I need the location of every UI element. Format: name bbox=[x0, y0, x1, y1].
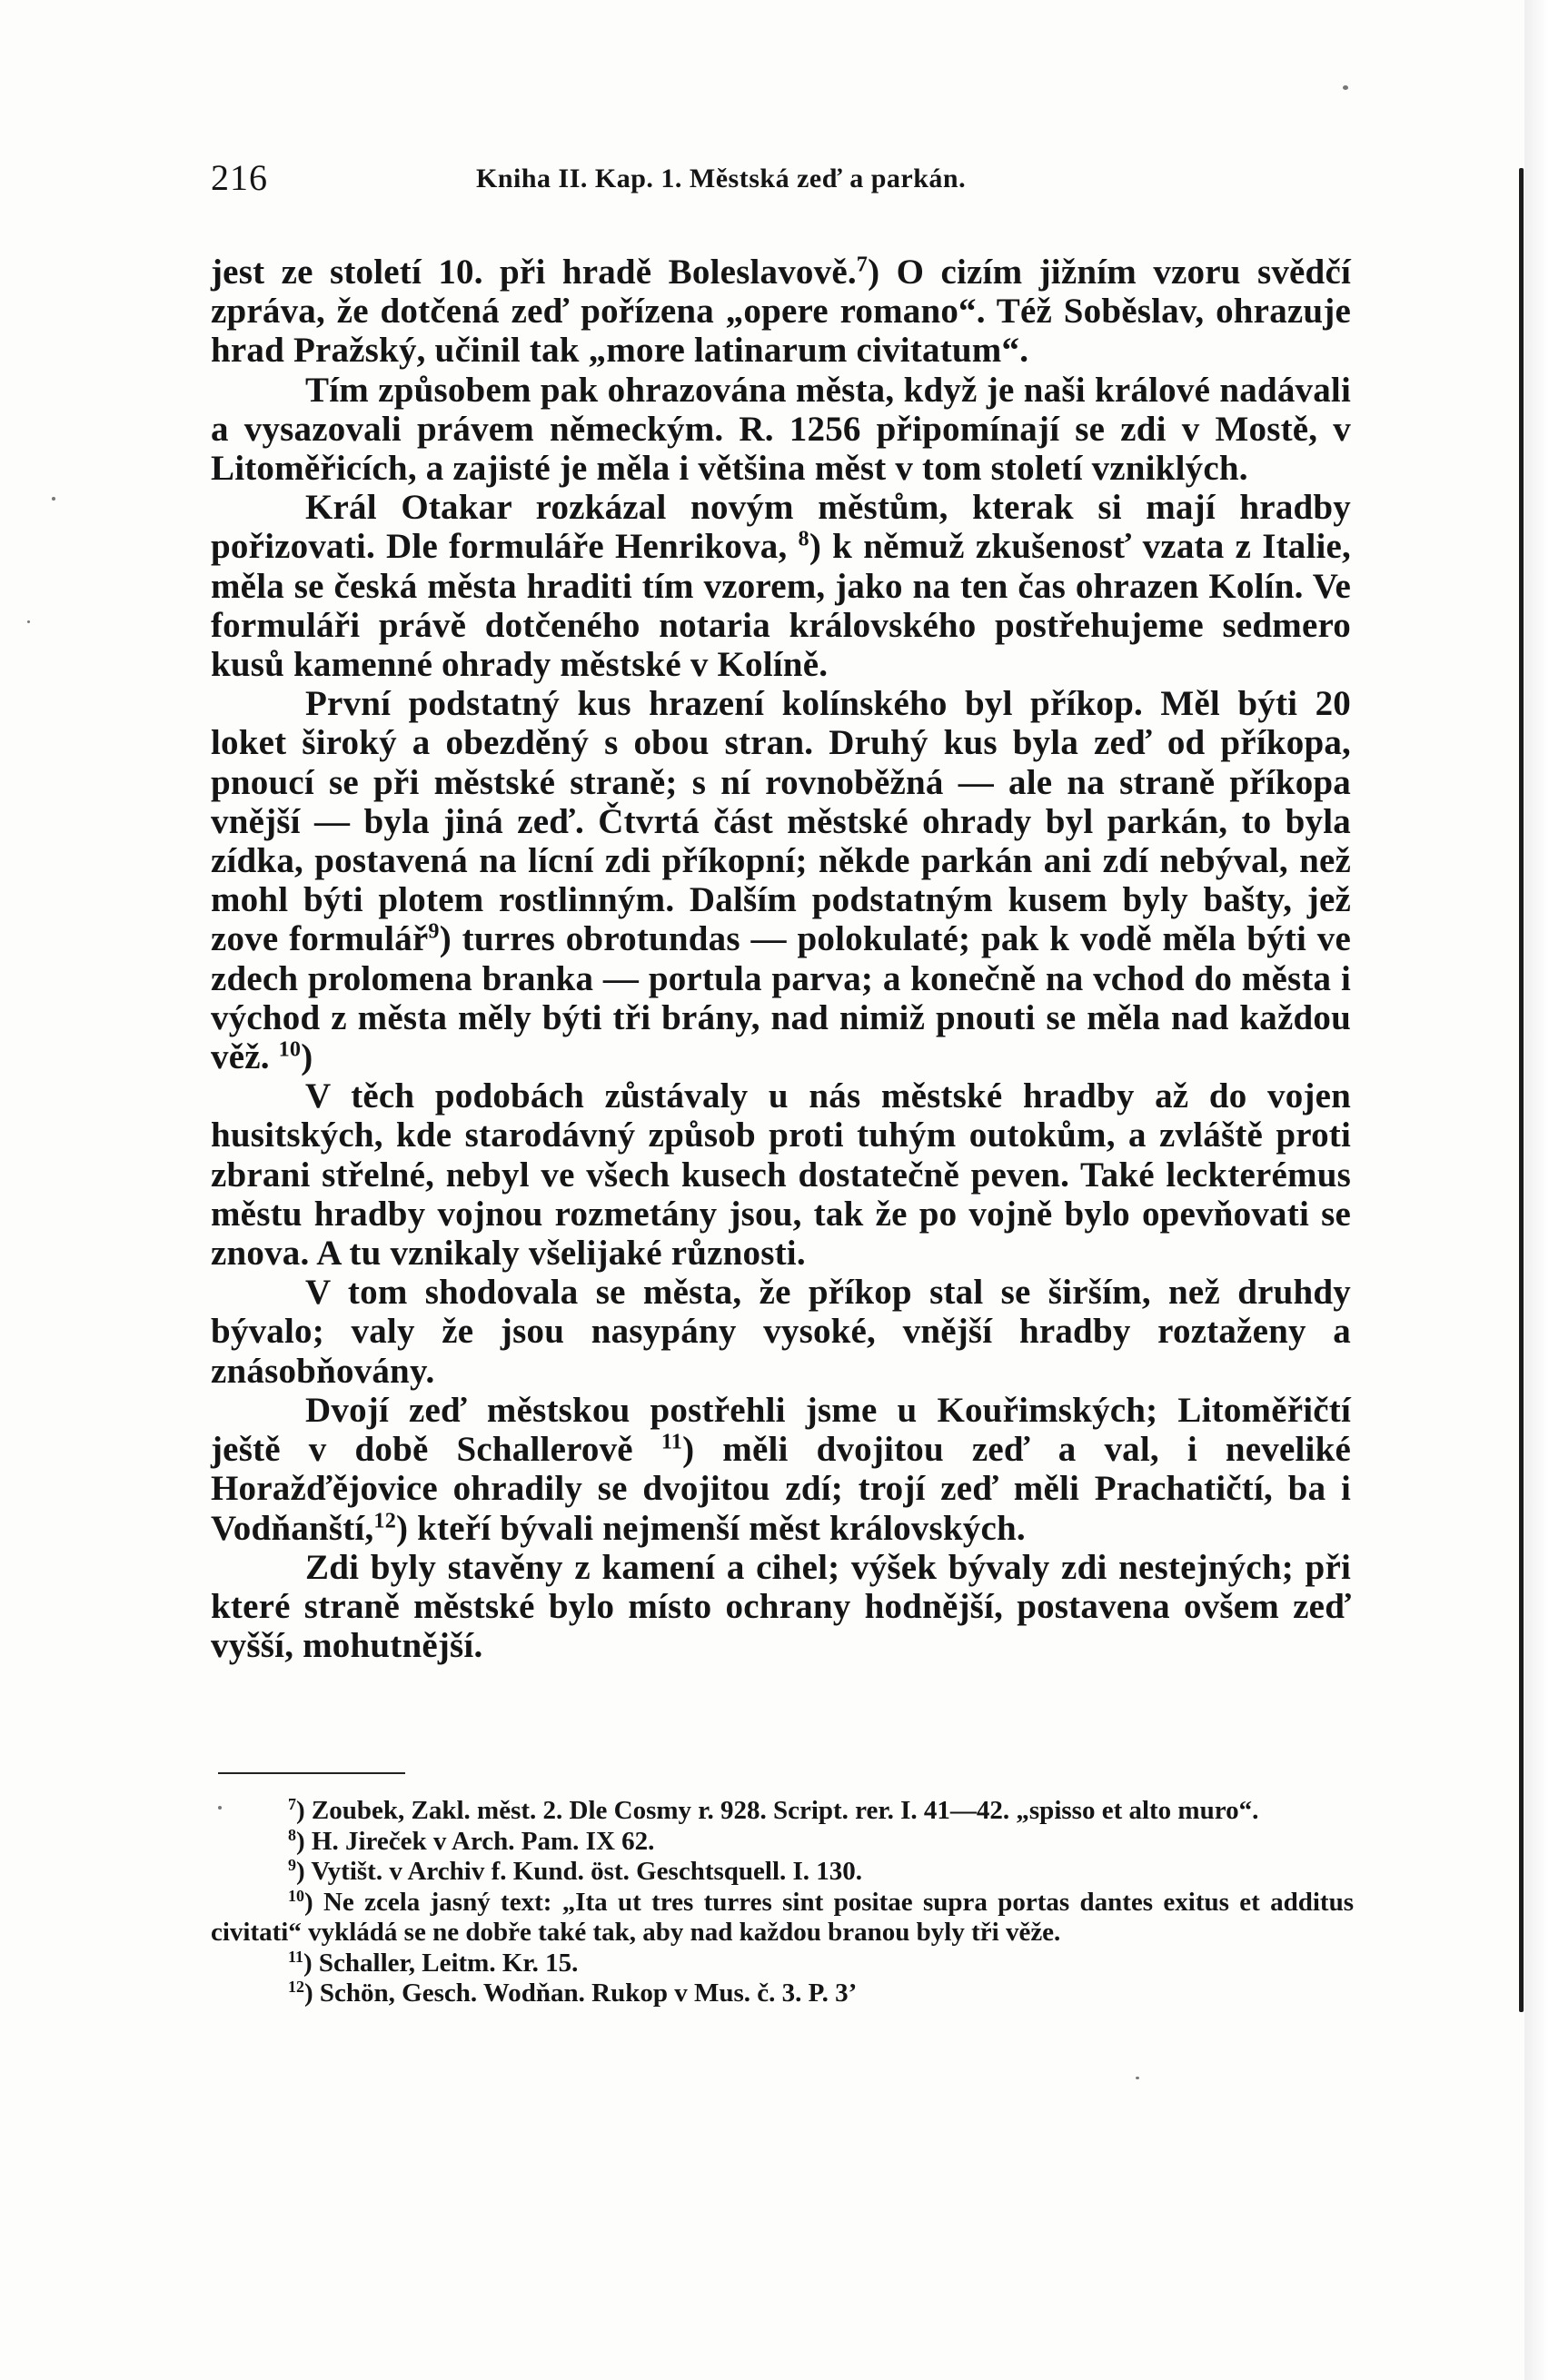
text-run: Dvojí zeď městskou postřehli jsme u Kouřimských; Litoměřičtí ještě v době Schallerově bbox=[211, 1390, 1351, 1470]
footnote-paren: ) bbox=[295, 1826, 305, 1856]
footnote-marker: 11 bbox=[288, 1947, 303, 1966]
footnote-paren: ) bbox=[303, 1978, 313, 2008]
scan-speck bbox=[1343, 85, 1348, 90]
text-run: Tím způsobem pak ohrazována města, když je naši králové nadávali a vysazovali právem německým. R. 1256 připomínají se zdi v Mostě, v Litoměřicích, a zajisté je měla i většina měst v tom století vzniklých. bbox=[211, 370, 1351, 489]
footnote-marker: 7 bbox=[288, 1795, 296, 1814]
footnote-text: Ne zcela jasný text: „Ita ut tres turres sint positae supra portas dantes exitus et additus civitati“ vykládá se ne dobře také tak, aby nad každou branou byly tři věže. bbox=[211, 1887, 1354, 1947]
paragraph bbox=[211, 371, 1351, 489]
paragraph bbox=[211, 488, 1351, 684]
page-header bbox=[211, 156, 1492, 202]
footnote-reference: 8 bbox=[798, 527, 809, 552]
running-head: Kniha II. Kap. 1. Městská zeď a parkán. bbox=[476, 164, 967, 193]
footnote-marker: 9 bbox=[288, 1856, 296, 1875]
footnote-text: Vytišt. v Archiv f. Kund. öst. Geschtsquell. I. 130. bbox=[304, 1857, 863, 1886]
binding-shadow bbox=[1524, 0, 1549, 2380]
text-run: ) O cizím jižním vzoru svědčí zpráva, že dotčená zeď pořízena „opere romano“. Též Soběslav, ohrazuje hrad Pražský, učinil tak „more latinarum civitatum“. bbox=[211, 253, 1351, 371]
footnote bbox=[211, 1857, 1354, 1888]
paragraph bbox=[211, 1548, 1351, 1666]
footnote-paren: ) bbox=[295, 1857, 305, 1886]
scan-speck bbox=[1136, 2077, 1139, 2079]
paragraph bbox=[211, 1391, 1351, 1548]
footnote-paren: ) bbox=[303, 1887, 313, 1917]
binding-edge-line bbox=[1519, 168, 1524, 2012]
footnote-marker: 8 bbox=[288, 1825, 296, 1844]
paragraph bbox=[211, 684, 1351, 1076]
body-text bbox=[211, 253, 1351, 1665]
text-run: ) bbox=[301, 1037, 313, 1077]
footnote-reference: 7 bbox=[856, 252, 869, 277]
footnote-divider bbox=[218, 1772, 405, 1774]
footnote bbox=[211, 1949, 1354, 1979]
text-run: V tom shodovala se města, že příkop stal se širším, než druhdy bývalo; valy že jsou nasypány vysoké, vnější hradby roztaženy a znásobňovány. bbox=[211, 1273, 1351, 1391]
footnote-reference: 11 bbox=[660, 1429, 683, 1454]
text-run: jest ze století 10. při hradě Boleslavově. bbox=[211, 253, 857, 292]
footnote bbox=[211, 1888, 1354, 1949]
paragraph bbox=[211, 1076, 1351, 1273]
scan-speck bbox=[52, 497, 55, 501]
footnote-paren: ) bbox=[303, 1948, 313, 1978]
scan-speck bbox=[218, 1806, 222, 1810]
text-run: První podstatný kus hrazení kolínského byl příkop. Měl býti 20 loket široký a obezděný s obou stran. Druhý kus byla zeď od příkopa, pnoucí se při městské straně; s ní rovnoběžná — ale na straně příkopa vnější — byla jiná zeď. Čtvrtá část městské ohrady byl parkán, to byla zídka, postavená na lícní zdi příkopní; někde parkán ani zdí nebýval, než mohl býti plotem rostlinným. Dalším podstatným kusem byly bašty, jež zove formulář bbox=[211, 684, 1351, 959]
footnotes bbox=[211, 1796, 1354, 2009]
footnote-text: Schaller, Leitm. Kr. 15. bbox=[312, 1948, 579, 1978]
footnote-text: Schön, Gesch. Wodňan. Rukop v Mus. č. 3. P. 3’ bbox=[313, 1978, 858, 2008]
footnote bbox=[211, 1796, 1354, 1827]
footnote bbox=[211, 1978, 1354, 2009]
footnote-marker: 10 bbox=[288, 1886, 304, 1905]
text-run: ) kteří bývali nejmenší měst královských. bbox=[395, 1508, 1026, 1548]
footnote-reference: 10 bbox=[278, 1036, 302, 1062]
text-run: ) měli dvojitou zeď a val, i neveliké Horažďějovice ohradily se dvojitou zdí; trojí zeď měli Prachatičtí, ba i Vodňanští, bbox=[211, 1430, 1351, 1548]
footnote-paren: ) bbox=[295, 1796, 305, 1825]
footnote bbox=[211, 1827, 1354, 1858]
footnote-reference: 12 bbox=[373, 1508, 396, 1533]
text-run: V těch podobách zůstávaly u nás městské hradby až do vojen husitských, kde starodávný způsob proti tuhým outokům, a zvláště proti zbrani střelné, nebyl ve všech kusech dostatečně peven. Také leckterémus městu hradby vojnou rozmetány jsou, tak že po vojně bylo opevňovati se znova. A tu vznikaly všelijaké různosti. bbox=[211, 1076, 1351, 1274]
scan-speck bbox=[27, 620, 30, 623]
footnote-marker: 12 bbox=[288, 1978, 304, 1997]
text-run: ) k němuž zkušenosť vzata z Italie, měla se česká města hraditi tím vzorem, jako na ten čas ohrazen Kolín. Ve formuláři právě dotčeného notaria královského postřehujeme sedmero kusů kamenné ohrady městské v Kolíně. bbox=[211, 527, 1352, 685]
footnote-text: Zoubek, Zakl. měst. 2. Dle Cosmy r. 928. Script. rer. I. 41—42. „spisso et alto muro“. bbox=[304, 1796, 1259, 1825]
paragraph bbox=[211, 253, 1351, 371]
footnote-text: H. Jireček v Arch. Pam. IX 62. bbox=[304, 1826, 655, 1856]
footnote-reference: 9 bbox=[428, 919, 440, 945]
text-run: ) turres obrotundas — polokulaté; pak k vodě měla býti ve zdech prolomena branka — portula parva; a konečně na vchod do města i východ z města měly býti tři brány, nad nimiž pnouti se měla nad každou věž. bbox=[211, 919, 1351, 1077]
page-number: 216 bbox=[211, 157, 268, 198]
paragraph bbox=[211, 1273, 1351, 1391]
text-run: Zdi byly stavěny z kamení a cihel; výšek bývaly zdi nestejných; při které straně městské bylo místo ochrany hodnější, postavena ovšem zeď vyšší, mohutnější. bbox=[211, 1547, 1351, 1666]
text-run: Král Otakar rozkázal novým městům, kterak si mají hradby pořizovati. Dle formuláře Henrikova, bbox=[211, 488, 1351, 567]
